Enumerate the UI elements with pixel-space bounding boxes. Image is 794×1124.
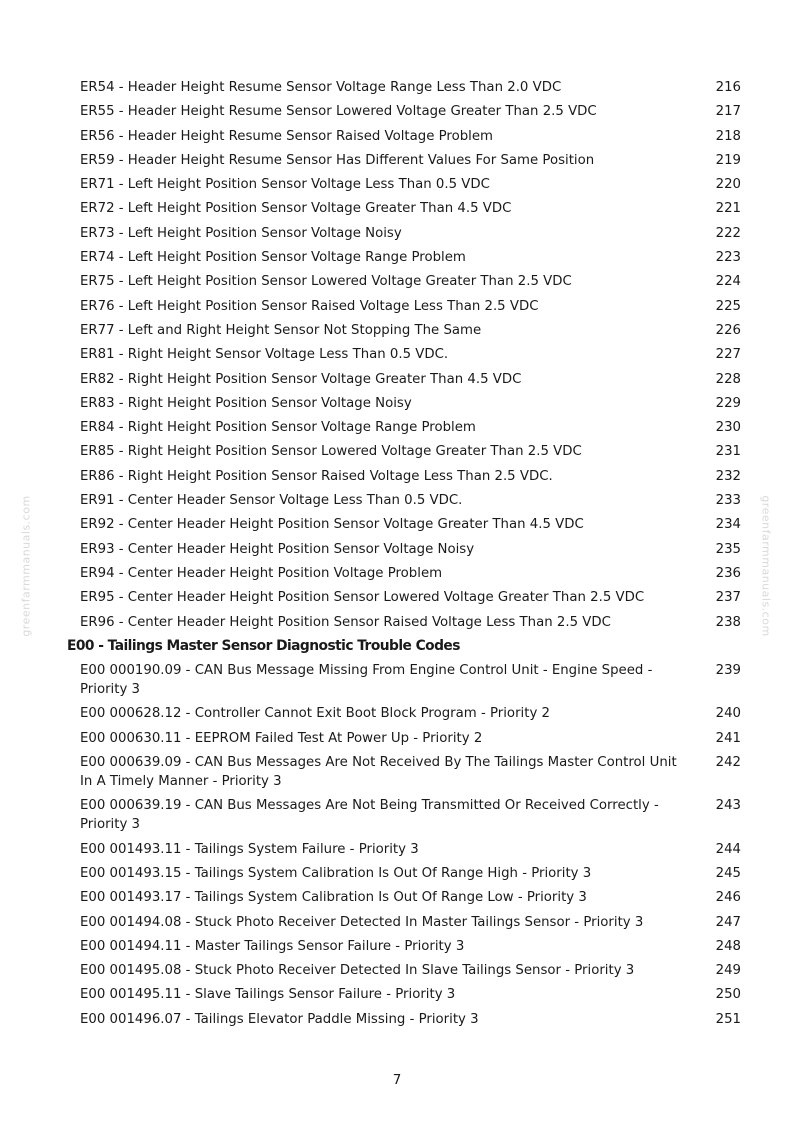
toc-entry-page-number: 218 [715, 128, 741, 144]
table-of-contents [0, 76, 794, 1032]
toc-entry[interactable] [0, 368, 794, 392]
toc-entry[interactable] [0, 935, 794, 959]
toc-entry-page-number: 245 [715, 865, 741, 881]
toc-entry[interactable] [0, 562, 794, 586]
toc-entry[interactable] [0, 862, 794, 886]
toc-entry[interactable] [0, 838, 794, 862]
toc-entry-page-number: 233 [715, 493, 741, 509]
toc-entry-page-number: 238 [715, 614, 741, 630]
toc-entry-page-number: 248 [715, 938, 741, 954]
toc-entry-page-number: 229 [715, 395, 741, 411]
toc-entry-title: E00 001494.11 - Master Tailings Sensor Failure - Priority 3 [80, 938, 465, 954]
toc-entry-page-number: 228 [715, 371, 741, 387]
toc-entry-page-number: 237 [715, 590, 741, 606]
er-entry-list [0, 76, 794, 635]
toc-entry-title: ER76 - Left Height Position Sensor Raised Voltage Less Than 2.5 VDC [80, 298, 539, 314]
toc-entry-page-number: 220 [715, 177, 741, 193]
toc-entry-page-number: 221 [715, 201, 741, 217]
toc-entry-page-number: 242 [715, 755, 741, 771]
section-heading[interactable]: E00 - Tailings Master Sensor Diagnostic Trouble Codes [67, 637, 460, 654]
toc-entry-page-number: 234 [715, 517, 741, 533]
toc-entry-title: ER92 - Center Header Height Position Sensor Voltage Greater Than 4.5 VDC [80, 517, 584, 533]
toc-entry-title: ER73 - Left Height Position Sensor Voltage Noisy [80, 225, 402, 241]
toc-entry[interactable] [0, 911, 794, 935]
toc-entry-title: ER54 - Header Height Resume Sensor Voltage Range Less Than 2.0 VDC [80, 80, 562, 95]
toc-entry-page-number: 217 [715, 104, 741, 120]
toc-entry[interactable] [0, 343, 794, 367]
toc-entry-title: ER81 - Right Height Sensor Voltage Less Than 0.5 VDC. [80, 347, 449, 363]
toc-entry-title: ER77 - Left and Right Height Sensor Not Stopping The Same [80, 322, 482, 338]
toc-entry-page-number: 226 [715, 322, 741, 338]
e00-entry-list [0, 659, 794, 1032]
toc-entry-page-number: 251 [715, 1011, 741, 1027]
toc-entry-title: ER83 - Right Height Position Sensor Voltage Noisy [80, 395, 412, 411]
toc-entry[interactable] [0, 611, 794, 635]
toc-entry-page-number: 224 [715, 274, 741, 290]
toc-entry-title: ER91 - Center Header Sensor Voltage Less Than 0.5 VDC. [80, 493, 463, 509]
toc-entry-title: ER75 - Left Height Position Sensor Lowered Voltage Greater Than 2.5 VDC [80, 274, 572, 290]
toc-entry-page-number: 235 [715, 541, 741, 557]
toc-entry-title: ER85 - Right Height Position Sensor Lowered Voltage Greater Than 2.5 VDC [80, 444, 582, 460]
toc-entry[interactable] [0, 270, 794, 294]
toc-entry-title: ER72 - Left Height Position Sensor Voltage Greater Than 4.5 VDC [80, 201, 512, 217]
toc-entry-title: ER93 - Center Header Height Position Sensor Voltage Noisy [80, 541, 475, 557]
toc-entry-title: ER71 - Left Height Position Sensor Voltage Less Than 0.5 VDC [80, 177, 490, 193]
toc-entry-title: ER74 - Left Height Position Sensor Voltage Range Problem [80, 250, 466, 266]
toc-entry-title: ER56 - Header Height Resume Sensor Raised Voltage Problem [80, 128, 494, 144]
toc-entry-title: ER95 - Center Header Height Position Sensor Lowered Voltage Greater Than 2.5 VDC [80, 590, 645, 606]
toc-entry[interactable] [0, 538, 794, 562]
toc-entry[interactable] [0, 794, 794, 837]
toc-entry-page-number: 216 [715, 80, 741, 95]
toc-entry-page-number: 219 [715, 152, 741, 168]
toc-entry-page-number: 222 [715, 225, 741, 241]
toc-entry-page-number: 240 [715, 706, 741, 722]
toc-entry-title: ER59 - Header Height Resume Sensor Has Different Values For Same Position [80, 152, 595, 168]
toc-entry[interactable] [0, 886, 794, 910]
toc-entry[interactable] [0, 197, 794, 221]
toc-entry[interactable] [0, 173, 794, 197]
toc-entry-title: ER82 - Right Height Position Sensor Voltage Greater Than 4.5 VDC [80, 371, 522, 387]
toc-entry-title: ER55 - Header Height Resume Sensor Lowered Voltage Greater Than 2.5 VDC [80, 104, 597, 120]
toc-entry[interactable] [0, 1008, 794, 1032]
toc-entry-title: E00 000639.19 - CAN Bus Messages Are Not Being Transmitted Or Received Correctly - Priority 3 [80, 798, 659, 833]
toc-entry[interactable] [0, 392, 794, 416]
toc-entry-title: ER86 - Right Height Position Sensor Raised Voltage Less Than 2.5 VDC. [80, 468, 553, 484]
toc-entry[interactable] [0, 465, 794, 489]
toc-entry[interactable] [0, 416, 794, 440]
toc-entry[interactable] [0, 489, 794, 513]
toc-entry-page-number: 246 [715, 890, 741, 906]
toc-entry[interactable] [0, 751, 794, 794]
watermark-right: greenfarmmanuals.com [759, 495, 773, 637]
toc-entry[interactable] [0, 319, 794, 343]
toc-entry-title: E00 001493.15 - Tailings System Calibration Is Out Of Range High - Priority 3 [80, 865, 592, 881]
toc-entry-page-number: 230 [715, 420, 741, 436]
toc-entry[interactable] [0, 586, 794, 610]
toc-entry[interactable] [0, 983, 794, 1007]
toc-entry[interactable] [0, 702, 794, 726]
toc-entry[interactable] [0, 125, 794, 149]
toc-entry-page-number: 236 [715, 565, 741, 581]
toc-entry-page-number: 223 [715, 250, 741, 266]
toc-entry-title: ER96 - Center Header Height Position Sensor Raised Voltage Less Than 2.5 VDC [80, 614, 611, 630]
toc-entry[interactable] [0, 513, 794, 537]
toc-entry[interactable] [0, 959, 794, 983]
toc-entry-page-number: 239 [715, 663, 741, 679]
toc-entry-page-number: 249 [715, 963, 741, 979]
toc-entry-title: E00 001493.11 - Tailings System Failure - Priority 3 [80, 841, 419, 857]
toc-entry[interactable] [0, 295, 794, 319]
toc-entry-page-number: 243 [715, 798, 741, 814]
toc-entry-title: E00 001496.07 - Tailings Elevator Paddle Missing - Priority 3 [80, 1011, 479, 1027]
toc-entry[interactable] [0, 727, 794, 751]
toc-entry-title: E00 000630.11 - EEPROM Failed Test At Power Up - Priority 2 [80, 730, 483, 746]
toc-entry-page-number: 225 [715, 298, 741, 314]
toc-entry-page-number: 241 [715, 730, 741, 746]
toc-entry-title: E00 000190.09 - CAN Bus Message Missing From Engine Control Unit - Engine Speed - Priority 3 [80, 663, 653, 698]
toc-entry-title: ER94 - Center Header Height Position Voltage Problem [80, 565, 443, 581]
toc-entry-page-number: 227 [715, 347, 741, 363]
toc-entry-title: E00 000628.12 - Controller Cannot Exit Boot Block Program - Priority 2 [80, 706, 550, 722]
toc-entry-page-number: 250 [715, 987, 741, 1003]
toc-entry-title: E00 000639.09 - CAN Bus Messages Are Not Received By The Tailings Master Control Unit In A Timely Manner - Priority 3 [80, 755, 677, 790]
toc-entry[interactable] [0, 222, 794, 246]
toc-entry-page-number: 232 [715, 468, 741, 484]
watermark-left: greenfarmmanuals.com [19, 495, 33, 637]
toc-entry-title: E00 001495.11 - Slave Tailings Sensor Failure - Priority 3 [80, 987, 456, 1003]
toc-entry[interactable] [0, 246, 794, 270]
toc-entry[interactable] [0, 76, 794, 100]
toc-entry-title: E00 001495.08 - Stuck Photo Receiver Detected In Slave Tailings Sensor - Priority 3 [80, 963, 635, 979]
toc-entry[interactable] [0, 100, 794, 124]
toc-entry[interactable] [0, 149, 794, 173]
toc-entry-page-number: 247 [715, 914, 741, 930]
toc-entry[interactable] [0, 440, 794, 464]
toc-entry-title: E00 001494.08 - Stuck Photo Receiver Detected In Master Tailings Sensor - Priority 3 [80, 914, 644, 930]
toc-entry[interactable] [0, 659, 794, 702]
toc-entry-title: E00 001493.17 - Tailings System Calibration Is Out Of Range Low - Priority 3 [80, 890, 587, 906]
page-number: 7 [392, 1072, 402, 1088]
toc-entry-page-number: 244 [715, 841, 741, 857]
toc-entry-title: ER84 - Right Height Position Sensor Voltage Range Problem [80, 420, 476, 436]
toc-entry-page-number: 231 [715, 444, 741, 460]
